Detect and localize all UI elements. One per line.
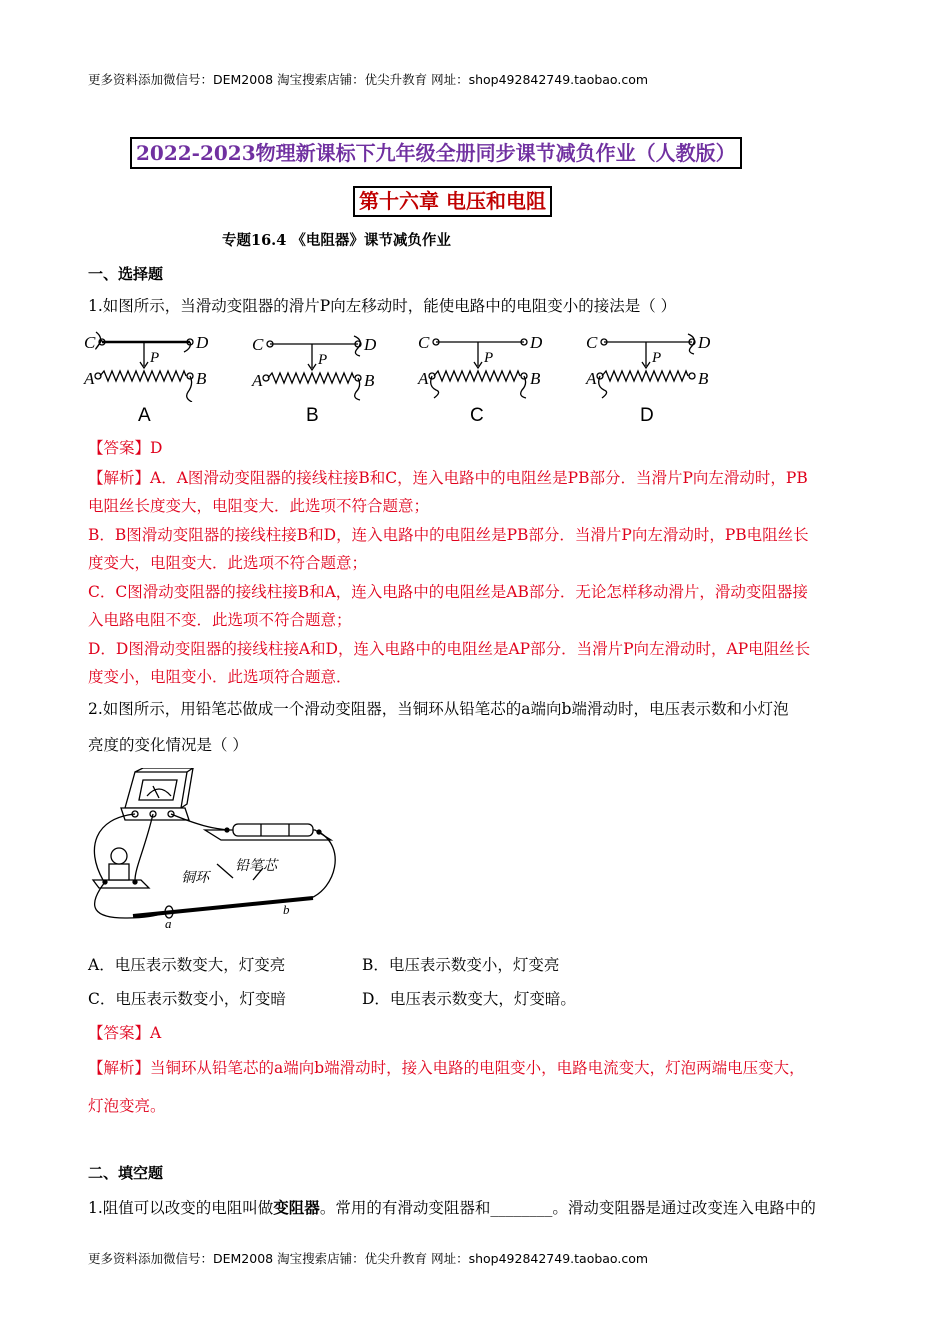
copper-ring-label: 铜环 [181, 871, 209, 886]
point-b-label: b [283, 902, 290, 917]
q1-analysis-line-4: 度变大，电阻变大．此选项不符合题意； [88, 554, 368, 572]
page-header: 更多资料添加微信号：DEM2008 淘宝搜索店铺：优尖升教育 网址：shop492842749.taobao.com [88, 72, 649, 87]
fill-q1-line: 1.阻值可以改变的电阻叫做变阻器。常用的有滑动变阻器和________。滑动变阻器是通过改变连入电路中的 [88, 1198, 816, 1217]
label-b: B [196, 369, 207, 388]
chapter-title: 第十六章 电压和电阻 [353, 186, 552, 217]
figure-d-caption: D [640, 405, 654, 426]
label-c: C [84, 333, 96, 352]
svg-text:A: A [418, 369, 429, 388]
point-a-label: a [165, 916, 172, 928]
q1-analysis-line-2: 电阻丝长度变大，电阻变大．此选项不符合题意； [88, 497, 430, 515]
svg-text:A: A [252, 371, 263, 390]
q2-analysis-line-1: 【解析】当铜环从铅笔芯的a端向b端滑动时，接入电路的电阻变小，电路电流变大，灯泡两端电压变大， [88, 1059, 805, 1077]
q1-stem: 1.如图所示，当滑动变阻器的滑片P向左移动时，能使电路中的电阻变小的接法是（ ） [88, 297, 677, 315]
topic-title: 专题16.4 《电阻器》课节减负作业 [222, 232, 451, 249]
pencil-lead-label: 铅笔芯 [235, 859, 277, 874]
svg-text:A: A [586, 369, 597, 388]
figure-a-caption: A [138, 405, 151, 426]
q2-option-c: C．电压表示数变小，灯变暗 [88, 990, 286, 1008]
svg-text:D: D [364, 335, 377, 354]
q2-option-a: A．电压表示数变大，灯变亮 [88, 956, 286, 974]
svg-text:C: C [252, 335, 264, 354]
svg-text:D: D [698, 333, 711, 352]
q1-analysis-line-5: C．C图滑动变阻器的接线柱接B和A，连入电路中的电阻丝是AB部分．无论怎样移动滑片，滑动变阻器接 [88, 583, 808, 601]
svg-text:P: P [652, 350, 662, 366]
svg-text:C: C [586, 333, 598, 352]
q2-option-d: D．电压表示数变大，灯变暗。 [362, 990, 576, 1008]
svg-text:D: D [530, 333, 543, 352]
voltmeter-icon [121, 768, 193, 820]
label-p: P [150, 350, 160, 366]
section-choice-heading: 一、选择题 [88, 265, 164, 283]
svg-text:P: P [484, 350, 494, 366]
svg-text:B: B [364, 371, 375, 390]
figure-a-rheostat [95, 332, 193, 402]
figure-c-caption: C [470, 405, 484, 426]
q1-analysis-line-3: B．B图滑动变阻器的接线柱接B和D，连入电路中的电阻丝是PB部分．当滑片P向左滑动时，PB电阻丝长 [88, 526, 809, 544]
svg-text:C: C [418, 333, 430, 352]
q2-option-b: B．电压表示数变小，灯变亮 [362, 956, 560, 974]
label-a: A [84, 369, 95, 388]
svg-text:B: B [530, 369, 541, 388]
document-title: 2022-2023物理新课标下九年级全册同步课节减负作业（人教版） [130, 137, 742, 169]
svg-text:P: P [318, 352, 328, 368]
q1-answer: 【答案】D [88, 439, 163, 457]
figure-b-caption: B [306, 405, 319, 426]
q2-analysis-line-2: 灯泡变亮。 [88, 1097, 166, 1115]
q1-rheostat-figures [80, 322, 720, 402]
q2-stem-line-2: 亮度的变化情况是（ ） [88, 736, 248, 754]
q2-answer: 【答案】A [88, 1024, 162, 1042]
q1-analysis-line-1: 【解析】A．A图滑动变阻器的接线柱接B和C，连入电路中的电阻丝是PB部分．当滑片P向左滑动时，PB [88, 469, 808, 487]
figure-b-rheostat [263, 336, 361, 400]
q2-circuit-figure [85, 768, 345, 928]
q1-analysis-line-8: 度变小，电阻变小．此选项符合题意． [88, 668, 352, 686]
q1-analysis-line-7: D．D图滑动变阻器的接线柱接A和D，连入电路中的电阻丝是AP部分．当滑片P向左滑动时，AP电阻丝长 [88, 640, 811, 658]
figure-d-rheostat [597, 334, 695, 398]
light-bulb-icon [93, 848, 149, 888]
svg-text:B: B [698, 369, 709, 388]
section-fill-heading: 二、填空题 [88, 1164, 164, 1182]
figure-c-rheostat [429, 339, 527, 398]
label-d: D [196, 333, 209, 352]
battery-holder-icon [205, 824, 331, 840]
q1-analysis-line-6: 入电路电阻不变．此选项不符合题意； [88, 611, 352, 629]
q2-stem-line-1: 2.如图所示，用铅笔芯做成一个滑动变阻器，当铜环从铅笔芯的a端向b端滑动时，电压表示数和小灯泡 [88, 700, 789, 718]
page-footer: 更多资料添加微信号：DEM2008 淘宝搜索店铺：优尖升教育 网址：shop492842749.taobao.com [88, 1251, 649, 1266]
